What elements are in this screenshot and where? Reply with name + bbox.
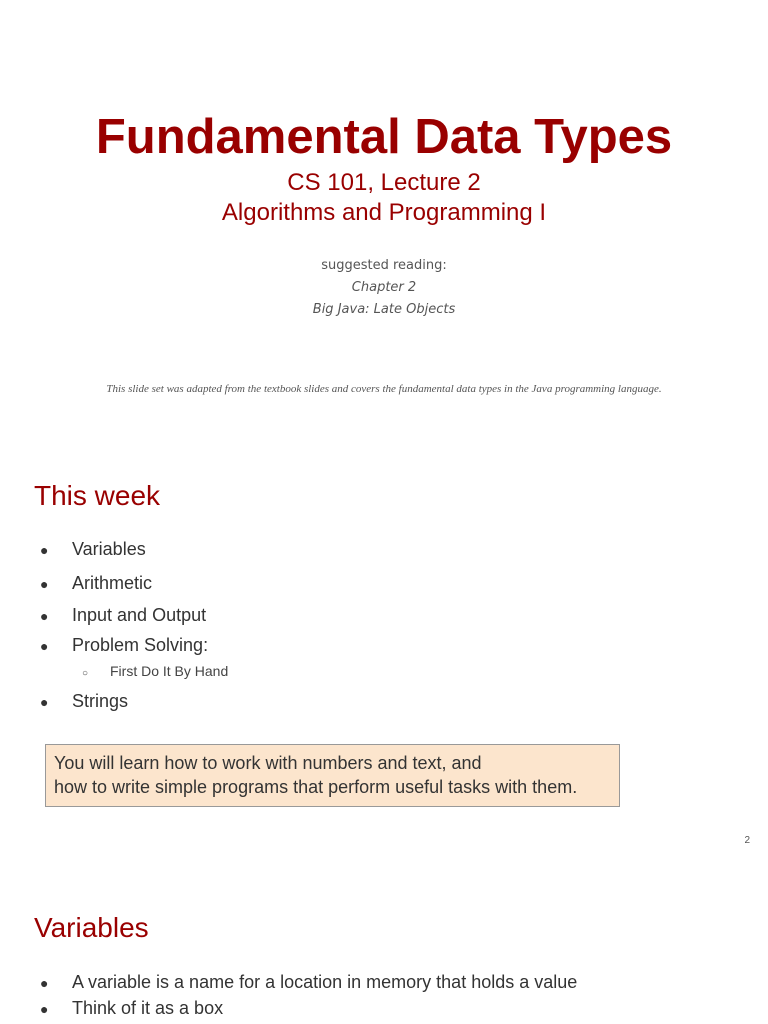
bullet-circle-icon: ○ xyxy=(82,668,89,679)
section-heading-this-week: This week xyxy=(34,480,161,511)
course-name: Algorithms and Programming I xyxy=(221,199,547,226)
bullet-dot-icon: ● xyxy=(40,638,49,654)
list-item xyxy=(40,538,146,561)
list-item-label: Input and Output xyxy=(72,605,207,625)
list-item xyxy=(40,971,577,994)
reading-book: Big Java: Late Objects xyxy=(312,302,456,317)
list-item xyxy=(40,997,223,1020)
bullet-dot-icon: ● xyxy=(40,694,49,710)
reading-chapter: Chapter 2 xyxy=(351,280,417,295)
list-item xyxy=(40,690,128,713)
list-item-label: Think of it as a box xyxy=(72,998,224,1018)
bullet-dot-icon: ● xyxy=(40,1001,49,1017)
list-item xyxy=(40,604,206,627)
slide-title: Fundamental Data Types xyxy=(95,110,673,164)
section-heading-variables: Variables xyxy=(34,912,149,943)
callout-line: You will learn how to work with numbers and text, and xyxy=(54,753,482,773)
list-item-label: Arithmetic xyxy=(72,573,153,593)
list-item-label: Strings xyxy=(72,691,129,711)
bullet-dot-icon: ● xyxy=(40,576,49,592)
list-item xyxy=(40,634,208,657)
list-item-label: Problem Solving: xyxy=(72,635,209,655)
slide-note: This slide set was adapted from the textbook slides and covers the fundamental data types in the Java programming language. xyxy=(106,383,662,395)
list-item xyxy=(40,572,152,595)
list-item-label: Variables xyxy=(72,539,146,559)
sub-list-item-label: First Do It By Hand xyxy=(110,663,229,679)
page-number: 2 xyxy=(744,835,750,846)
sub-list-item xyxy=(82,662,228,683)
callout-line: how to write simple programs that perform useful tasks with them. xyxy=(54,777,578,797)
callout-box xyxy=(45,744,620,807)
list-item-label: A variable is a name for a location in memory that holds a value xyxy=(72,972,578,992)
bullet-dot-icon: ● xyxy=(40,542,49,558)
bullet-dot-icon: ● xyxy=(40,608,49,624)
bullet-dot-icon: ● xyxy=(40,975,49,991)
course-code: CS 101, Lecture 2 xyxy=(287,169,481,196)
reading-label: suggested reading: xyxy=(321,258,447,273)
